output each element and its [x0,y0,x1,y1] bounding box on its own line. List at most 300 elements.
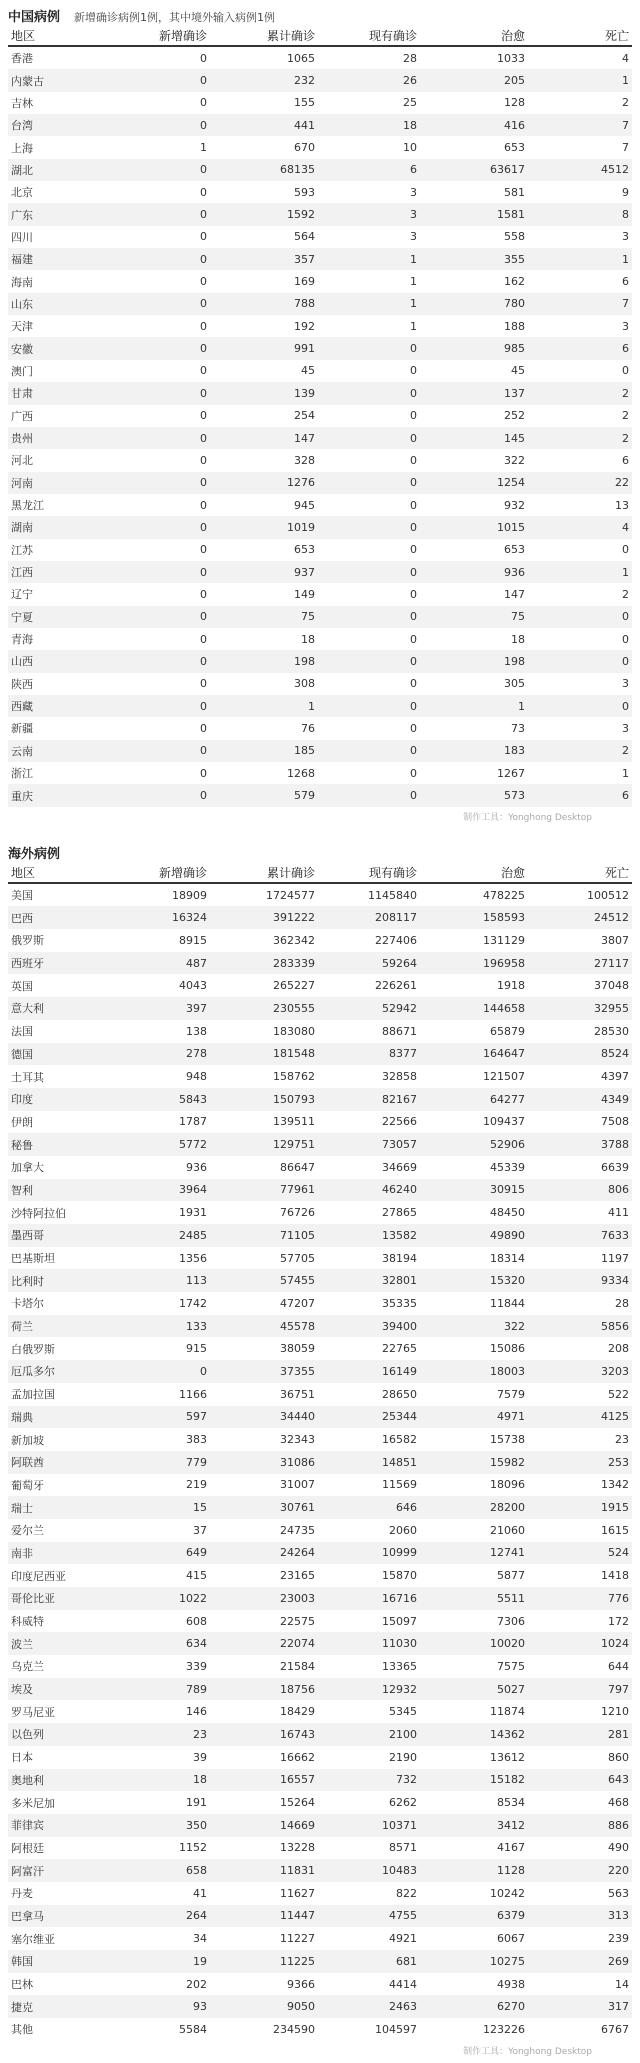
cell-new-confirmed: 0 [200,721,207,735]
cell-region: 多米尼加 [11,1796,55,1810]
cell-total-confirmed: 37355 [210,1360,318,1383]
cell-region: 香港 [11,52,33,66]
cell-total-confirmed: 788 [210,293,318,315]
cell-recovered: 18096 [490,1478,525,1492]
cell-new-confirmed: 19 [92,1950,210,1973]
cell-deaths: 7633 [528,1224,632,1247]
cell-current-confirmed: 82167 [318,1088,420,1111]
cell-current-confirmed: 52942 [318,997,420,1020]
table-row [8,159,632,181]
table-row [8,1315,632,1338]
cell-total-confirmed: 139511 [273,1115,315,1129]
cell-new-confirmed: 23 [92,1723,210,1746]
table-row [8,561,632,583]
table-row [8,427,632,449]
table-row [8,1610,632,1633]
cell-total-confirmed: 391222 [210,906,318,929]
cell-total-confirmed: 16743 [210,1723,318,1746]
table-row [8,360,632,382]
cell-recovered: 28200 [420,1496,528,1519]
cell-new-confirmed: 0 [200,632,207,646]
cell-region: 墨西哥 [8,1224,92,1247]
cell-total-confirmed: 564 [294,230,315,244]
column-header-recovered: 治愈 [420,26,528,46]
cell-new-confirmed: 39 [193,1750,207,1764]
cell-current-confirmed: 6262 [389,1796,417,1810]
table-row [8,1133,632,1156]
cell-current-confirmed: 2060 [389,1523,417,1537]
cell-deaths: 4512 [528,159,632,181]
cell-total-confirmed: 283339 [210,952,318,975]
cell-new-confirmed: 339 [186,1659,207,1673]
cell-deaths: 6 [528,337,632,359]
cell-recovered: 573 [420,784,528,806]
cell-new-confirmed: 597 [92,1406,210,1429]
cell-deaths: 28530 [594,1024,629,1038]
cell-current-confirmed: 26 [318,69,420,91]
cell-recovered: 1033 [497,51,525,65]
cell-recovered: 653 [504,543,525,557]
cell-recovered: 30915 [420,1179,528,1202]
table-row [8,695,632,717]
cell-region: 山东 [8,293,92,315]
china-cases-table [8,26,632,807]
cell-total-confirmed: 68135 [210,159,318,181]
table-row [8,293,632,315]
cell-current-confirmed: 4414 [389,1977,417,1991]
cell-region: 四川 [11,230,33,244]
cell-region: 广东 [8,203,92,225]
overseas-cases-table [8,863,632,2041]
cell-recovered: 7575 [497,1659,525,1673]
cell-deaths: 5856 [528,1315,632,1338]
table-row [8,1428,632,1451]
cell-region: 天津 [11,320,33,334]
cell-total-confirmed: 34440 [210,1406,318,1429]
cell-recovered: 322 [420,1315,528,1338]
cell-total-confirmed: 1065 [287,51,315,65]
cell-current-confirmed: 226261 [375,979,417,993]
cell-total-confirmed: 16557 [210,1769,318,1792]
cell-region: 美国 [11,889,33,903]
cell-region: 阿联酋 [8,1451,92,1474]
table-row [8,717,632,739]
cell-new-confirmed: 383 [186,1433,207,1447]
cell-current-confirmed: 8377 [318,1043,420,1066]
cell-current-confirmed: 11030 [318,1632,420,1655]
cell-current-confirmed: 2463 [318,1995,420,2018]
table-row [8,740,632,762]
cell-current-confirmed: 59264 [318,952,420,975]
cell-new-confirmed: 608 [186,1614,207,1628]
cell-region: 辽宁 [11,588,33,602]
column-header-region: 地区 [8,26,92,46]
cell-region: 重庆 [8,784,92,806]
table-row [8,1043,632,1066]
cell-region: 巴西 [8,906,92,929]
cell-deaths: 468 [608,1796,629,1810]
cell-recovered: 48450 [490,1206,525,1220]
cell-deaths: 3 [622,230,629,244]
cell-new-confirmed: 5843 [92,1088,210,1111]
cell-current-confirmed: 0 [410,766,417,780]
cell-total-confirmed: 31007 [280,1478,315,1492]
cell-region: 埃及 [8,1678,92,1701]
cell-total-confirmed: 1019 [210,516,318,538]
cell-current-confirmed: 822 [396,1886,417,1900]
cell-deaths: 220 [528,1859,632,1882]
table-row [8,136,632,158]
cell-current-confirmed: 73057 [318,1133,420,1156]
cell-deaths: 9 [622,185,629,199]
table-row [8,1224,632,1247]
overseas-table-body [8,883,632,2041]
cell-total-confirmed: 11447 [210,1905,318,1928]
table-row [8,1587,632,1610]
cell-new-confirmed: 948 [186,1070,207,1084]
cell-total-confirmed: 22575 [280,1614,315,1628]
cell-deaths: 269 [528,1950,632,1973]
cell-recovered: 1267 [497,766,525,780]
cell-current-confirmed: 0 [410,632,417,646]
cell-new-confirmed: 191 [186,1796,207,1810]
cell-recovered: 3412 [420,1814,528,1837]
cell-new-confirmed: 0 [92,561,210,583]
cell-region: 澳门 [11,364,33,378]
cell-new-confirmed: 202 [186,1977,207,1991]
cell-total-confirmed: 45578 [210,1315,318,1338]
cell-total-confirmed: 75 [210,606,318,628]
cell-deaths: 0 [622,364,629,378]
cell-recovered: 18003 [420,1360,528,1383]
cell-new-confirmed: 133 [92,1315,210,1338]
cell-deaths: 644 [608,1659,629,1673]
cell-region: 云南 [8,740,92,762]
table-row [8,997,632,1020]
cell-total-confirmed: 254 [294,409,315,423]
cell-new-confirmed: 350 [92,1814,210,1837]
cell-new-confirmed: 93 [92,1995,210,2018]
cell-current-confirmed: 1145840 [368,888,417,902]
cell-new-confirmed: 0 [92,650,210,672]
cell-total-confirmed: 937 [210,561,318,583]
table-row [8,1020,632,1043]
cell-new-confirmed: 0 [92,472,210,494]
cell-current-confirmed: 0 [318,472,420,494]
cell-current-confirmed: 0 [410,543,417,557]
cell-region: 江西 [8,561,92,583]
cell-new-confirmed: 0 [92,337,210,359]
cell-total-confirmed: 181548 [210,1043,318,1066]
cell-region: 其他 [11,2023,33,2037]
cell-total-confirmed: 129751 [210,1133,318,1156]
cell-total-confirmed: 76726 [280,1206,315,1220]
cell-total-confirmed: 38059 [280,1342,315,1356]
cell-total-confirmed: 230555 [210,997,318,1020]
cell-current-confirmed: 22566 [382,1115,417,1129]
cell-new-confirmed: 0 [92,159,210,181]
table-row [8,1678,632,1701]
cell-recovered: 196958 [420,952,528,975]
cell-recovered: 73 [511,721,525,735]
cell-current-confirmed: 681 [318,1950,420,1973]
cell-recovered: 64277 [420,1088,528,1111]
cell-current-confirmed: 10999 [318,1542,420,1565]
cell-region: 山西 [8,650,92,672]
cell-deaths: 7 [622,141,629,155]
overseas-table-header-row [8,863,632,883]
cell-recovered: 1 [420,695,528,717]
cell-region: 河南 [8,472,92,494]
cell-total-confirmed: 18756 [210,1678,318,1701]
cell-deaths: 1 [528,248,632,270]
cell-current-confirmed: 6 [318,159,420,181]
cell-recovered: 6379 [420,1905,528,1928]
table-row [8,1746,632,1769]
cell-recovered: 18314 [490,1251,525,1265]
cell-recovered: 8534 [497,1796,525,1810]
cell-region: 新疆 [11,722,33,736]
cell-deaths: 6767 [601,2022,629,2036]
cell-current-confirmed: 10 [403,141,417,155]
china-section-header [8,6,632,26]
cell-recovered: 15320 [420,1269,528,1292]
cell-current-confirmed: 4755 [318,1905,420,1928]
cell-new-confirmed: 0 [92,248,210,270]
table-row [8,248,632,270]
table-row [8,1269,632,1292]
cell-region: 宁夏 [8,606,92,628]
cell-total-confirmed: 155 [294,96,315,110]
cell-new-confirmed: 0 [200,185,207,199]
cell-current-confirmed: 2100 [318,1723,420,1746]
cell-current-confirmed: 16149 [318,1360,420,1383]
cell-recovered: 416 [420,114,528,136]
cell-recovered: 1581 [420,203,528,225]
cell-recovered: 18 [511,632,525,646]
cell-deaths: 27117 [528,952,632,975]
cell-total-confirmed: 147 [210,427,318,449]
cell-region: 波兰 [8,1632,92,1655]
cell-region: 北京 [11,186,33,200]
cell-recovered: 653 [504,141,525,155]
table-row [8,1973,632,1996]
cell-new-confirmed: 4043 [179,979,207,993]
cell-region: 沙特阿拉伯 [11,1206,66,1220]
cell-deaths: 4125 [528,1406,632,1429]
cell-current-confirmed: 0 [410,677,417,691]
cell-total-confirmed: 308 [294,677,315,691]
cell-total-confirmed: 362342 [273,933,315,947]
table-row [8,226,632,248]
cell-total-confirmed: 232 [210,69,318,91]
cell-total-confirmed: 45 [301,364,315,378]
cell-new-confirmed: 0 [92,516,210,538]
cell-deaths: 4 [528,516,632,538]
cell-current-confirmed: 25 [403,96,417,110]
cell-deaths: 6 [622,275,629,289]
cell-region: 比利时 [8,1269,92,1292]
cell-current-confirmed: 3 [410,230,417,244]
cell-deaths: 3 [622,677,629,691]
cell-total-confirmed: 77961 [210,1179,318,1202]
table-row [8,1474,632,1497]
table-row [8,114,632,136]
cell-deaths: 8 [528,203,632,225]
cell-recovered: 558 [504,230,525,244]
cell-new-confirmed: 0 [92,740,210,762]
table-row [8,1859,632,1882]
column-header-deaths: 死亡 [528,26,632,46]
cell-current-confirmed: 28650 [382,1387,417,1401]
cell-region: 青海 [11,633,33,647]
cell-region: 俄罗斯 [11,934,44,948]
china-credit: 制作工具：Yonghong Desktop [463,812,592,823]
cell-current-confirmed: 0 [318,650,420,672]
cell-total-confirmed: 1268 [287,766,315,780]
cell-new-confirmed: 0 [92,114,210,136]
cell-deaths: 886 [528,1814,632,1837]
cell-deaths: 1210 [601,1705,629,1719]
cell-region: 以色列 [8,1723,92,1746]
cell-deaths: 239 [608,1932,629,1946]
cell-current-confirmed: 0 [410,587,417,601]
cell-total-confirmed: 183080 [273,1024,315,1038]
cell-new-confirmed: 113 [92,1269,210,1292]
cell-total-confirmed: 47207 [280,1296,315,1310]
cell-new-confirmed: 0 [200,96,207,110]
table-row [8,1837,632,1860]
cell-total-confirmed: 21584 [280,1659,315,1673]
table-row [8,1179,632,1202]
cell-deaths: 13 [615,498,629,512]
table-row [8,1655,632,1678]
cell-deaths: 806 [528,1179,632,1202]
cell-deaths: 3788 [528,1133,632,1156]
cell-new-confirmed: 0 [92,69,210,91]
cell-deaths: 1 [622,766,629,780]
cell-recovered: 252 [504,409,525,423]
cell-new-confirmed: 487 [92,952,210,975]
table-row [8,382,632,404]
table-row [8,1927,632,1950]
cell-total-confirmed: 593 [294,185,315,199]
cell-current-confirmed: 46240 [318,1179,420,1202]
china-section-title: 中国病例 [8,10,61,25]
cell-recovered: 131129 [483,933,525,947]
cell-total-confirmed: 31086 [210,1451,318,1474]
table-row [8,1995,632,2018]
cell-deaths: 776 [528,1587,632,1610]
cell-recovered: 15086 [490,1342,525,1356]
cell-recovered: 5027 [420,1678,528,1701]
cell-recovered: 205 [420,69,528,91]
cell-current-confirmed: 0 [410,364,417,378]
cell-total-confirmed: 265227 [273,979,315,993]
cell-current-confirmed: 25344 [318,1406,420,1429]
cell-recovered: 305 [504,677,525,691]
cell-recovered: 183 [420,740,528,762]
cell-new-confirmed: 658 [92,1859,210,1882]
cell-region: 内蒙古 [8,69,92,91]
cell-region: 葡萄牙 [11,1478,44,1492]
cell-region: 海南 [11,275,33,289]
cell-new-confirmed: 16324 [92,906,210,929]
cell-region: 法国 [11,1025,33,1039]
cell-total-confirmed: 945 [294,498,315,512]
table-row [8,181,632,203]
cell-new-confirmed: 634 [92,1632,210,1655]
table-row [8,46,632,69]
cell-current-confirmed: 1 [318,248,420,270]
cell-current-confirmed: 0 [318,784,420,806]
cell-deaths: 490 [608,1841,629,1855]
table-row [8,203,632,225]
cell-region: 台湾 [8,114,92,136]
cell-recovered: 75 [420,606,528,628]
cell-region: 瑞典 [8,1406,92,1429]
cell-region: 黑龙江 [11,499,44,513]
cell-total-confirmed: 991 [210,337,318,359]
column-header-new-confirmed: 新增确诊 [92,863,210,883]
table-row [8,1247,632,1270]
table-row [8,1451,632,1474]
cell-deaths: 14 [615,1977,629,1991]
table-row [8,1383,632,1406]
cell-current-confirmed: 10483 [318,1859,420,1882]
cell-current-confirmed: 0 [318,606,420,628]
cell-region: 日本 [11,1751,33,1765]
cell-total-confirmed: 32343 [280,1433,315,1447]
cell-deaths: 1024 [528,1632,632,1655]
cell-deaths: 100512 [587,888,629,902]
cell-region: 白俄罗斯 [11,1342,55,1356]
cell-current-confirmed: 0 [410,498,417,512]
cell-current-confirmed: 0 [410,453,417,467]
cell-recovered: 198 [420,650,528,672]
cell-region: 阿富汗 [8,1859,92,1882]
cell-new-confirmed: 138 [186,1024,207,1038]
cell-total-confirmed: 158762 [273,1070,315,1084]
cell-current-confirmed: 1 [410,319,417,333]
cell-total-confirmed: 16662 [280,1750,315,1764]
cell-new-confirmed: 0 [200,453,207,467]
cell-current-confirmed: 3 [410,185,417,199]
cell-new-confirmed: 779 [92,1451,210,1474]
cell-new-confirmed: 1742 [179,1296,207,1310]
cell-deaths: 3 [622,319,629,333]
cell-region: 甘肃 [8,382,92,404]
cell-recovered: 7306 [497,1614,525,1628]
cell-recovered: 15182 [420,1769,528,1792]
cell-region: 瑞士 [8,1496,92,1519]
cell-new-confirmed: 0 [200,498,207,512]
cell-current-confirmed: 208117 [318,906,420,929]
cell-new-confirmed: 18909 [172,888,207,902]
cell-recovered: 145 [420,427,528,449]
cell-region: 塞尔维亚 [11,1932,55,1946]
cell-new-confirmed: 1356 [179,1251,207,1265]
cell-new-confirmed: 1 [200,141,207,155]
cell-region: 上海 [11,141,33,155]
cell-new-confirmed: 264 [92,1905,210,1928]
cell-current-confirmed: 15870 [382,1569,417,1583]
cell-region: 菲律宾 [8,1814,92,1837]
cell-region: 韩国 [8,1950,92,1973]
cell-deaths: 4 [622,51,629,65]
table-row [8,628,632,650]
cell-deaths: 317 [528,1995,632,2018]
